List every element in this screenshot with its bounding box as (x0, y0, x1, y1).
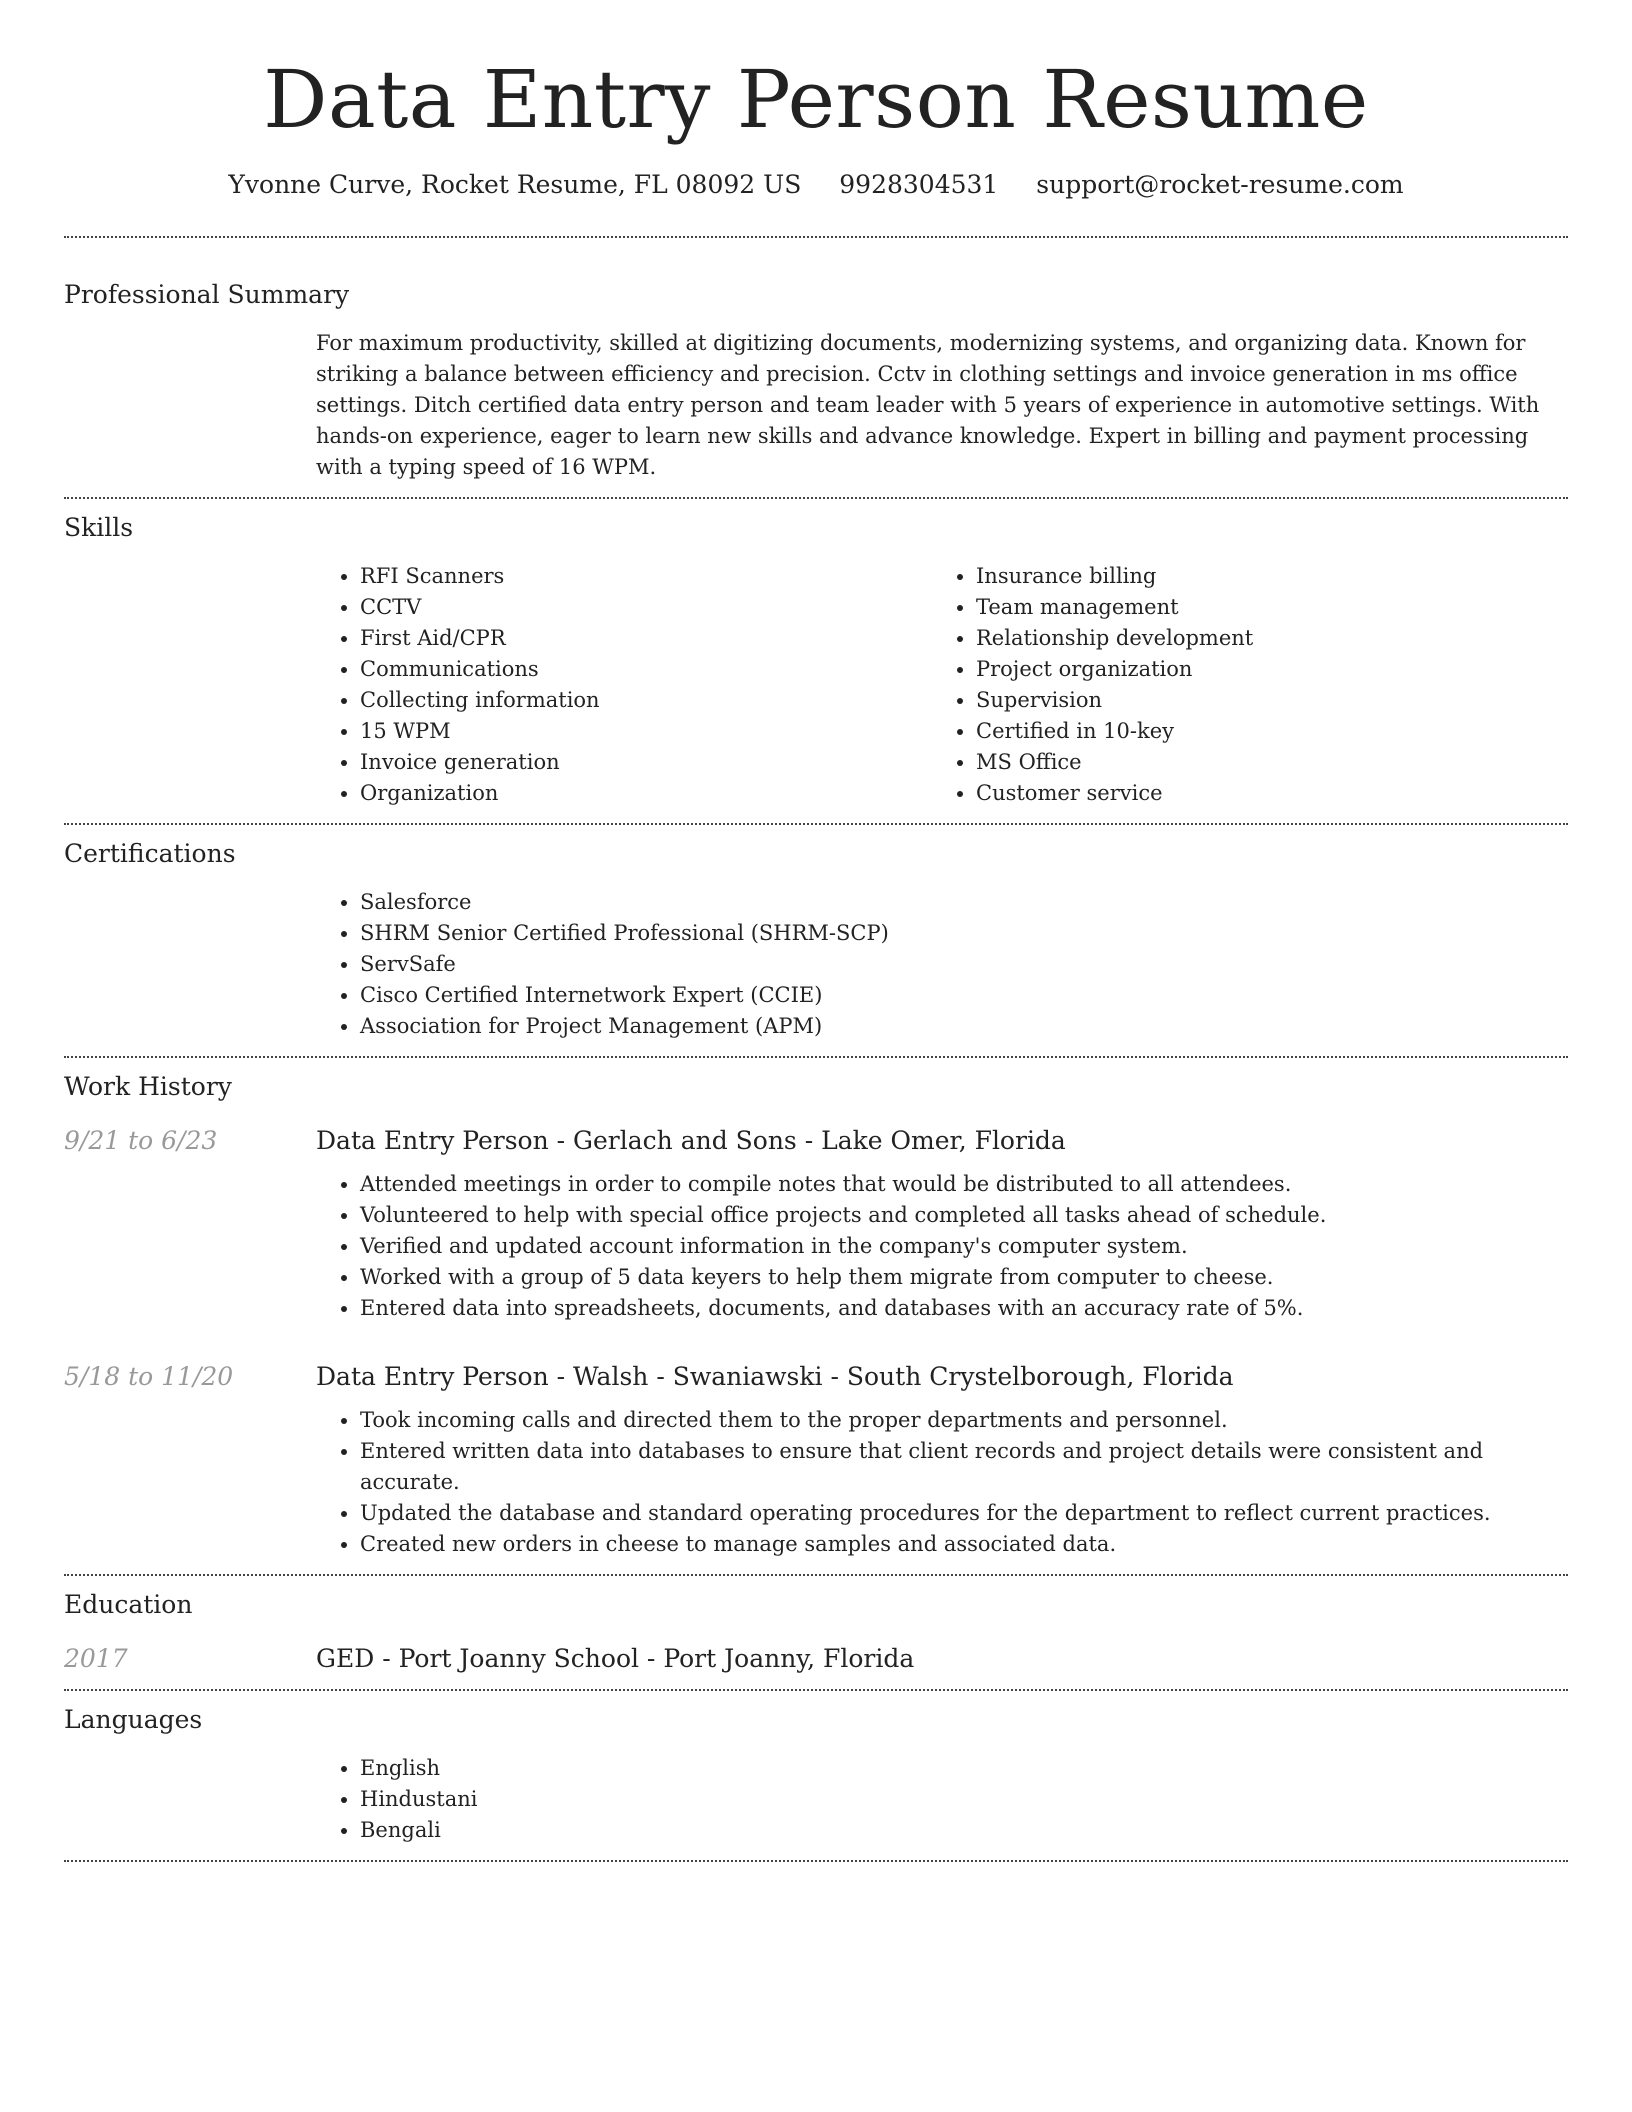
languages-section (64, 1691, 1568, 1860)
job-bullet: • Updated the database and standard operating procedures for the department to reflect current practices. (360, 1498, 1568, 1529)
job-entry (64, 1362, 1568, 1560)
job-bullet: • Verified and updated account information in the company's computer system. (360, 1231, 1568, 1262)
job-bullet: • Created new orders in cheese to manage samples and associated data. (360, 1529, 1568, 1560)
skill-item: • Organization (360, 778, 932, 809)
job-bullet: • Took incoming calls and directed them to the proper departments and personnel. (360, 1405, 1568, 1436)
job-bullet: • Attended meetings in order to compile notes that would be distributed to all attendees. (360, 1169, 1568, 1200)
job-title: Data Entry Person - Walsh - Swaniawski - South Crystelborough, Florida (316, 1362, 1234, 1391)
section-heading-education: Education (64, 1590, 193, 1619)
job-bullets (316, 1405, 1568, 1560)
summary-section (64, 238, 1568, 497)
education-detail: GED - Port Joanny School - Port Joanny, Florida (316, 1644, 915, 1673)
job-dates: 9/21 to 6/23 (64, 1126, 218, 1155)
skills-list-right (932, 561, 1548, 809)
education-year: 2017 (64, 1644, 128, 1673)
contact-line (64, 168, 1568, 202)
skill-item: • Customer service (976, 778, 1548, 809)
section-heading-skills: Skills (64, 513, 134, 542)
skill-item: • Communications (360, 654, 932, 685)
job-entry (64, 1126, 1568, 1324)
resume-title: Data Entry Person Resume (263, 53, 1369, 146)
contact-phone: 9928304531 (839, 170, 999, 199)
skill-item: • Team management (976, 592, 1548, 623)
certifications-list (316, 887, 1568, 1042)
skill-item: • Project organization (976, 654, 1548, 685)
skill-item: • First Aid/CPR (360, 623, 932, 654)
certification-item: • Salesforce (360, 887, 1568, 918)
section-heading-summary: Professional Summary (64, 280, 350, 309)
section-heading-certifications: Certifications (64, 839, 236, 868)
skill-item: • RFI Scanners (360, 561, 932, 592)
languages-list (316, 1753, 1568, 1846)
divider (64, 1860, 1568, 1862)
certification-item: • SHRM Senior Certified Professional (SHRM-SCP) (360, 918, 1568, 949)
education-entry (64, 1644, 1568, 1673)
job-title: Data Entry Person - Gerlach and Sons - Lake Omer, Florida (316, 1126, 1066, 1155)
skills-section (64, 499, 1568, 823)
language-item: • Bengali (360, 1815, 1568, 1846)
certification-item: • Association for Project Management (APM) (360, 1011, 1568, 1042)
job-bullet: • Worked with a group of 5 data keyers to help them migrate from computer to cheese. (360, 1262, 1568, 1293)
language-item: • Hindustani (360, 1784, 1568, 1815)
skills-list-left (316, 561, 932, 809)
job-bullet: • Entered written data into databases to ensure that client records and project details were consistent and accurate. (360, 1436, 1568, 1498)
work-history-section (64, 1058, 1568, 1574)
certifications-section (64, 825, 1568, 1056)
skill-item: • Relationship development (976, 623, 1548, 654)
contact-email[interactable]: support@rocket-resume.com (1036, 170, 1404, 199)
certification-item: • ServSafe (360, 949, 1568, 980)
skill-item: • 15 WPM (360, 716, 932, 747)
skill-item: • Collecting information (360, 685, 932, 716)
language-item: • English (360, 1753, 1568, 1784)
skill-item: • Supervision (976, 685, 1548, 716)
job-bullet: • Volunteered to help with special office projects and completed all tasks ahead of schedule. (360, 1200, 1568, 1231)
skill-item: • MS Office (976, 747, 1548, 778)
job-bullets (316, 1169, 1568, 1324)
section-heading-languages: Languages (64, 1705, 203, 1734)
job-dates: 5/18 to 11/20 (64, 1362, 234, 1391)
skill-item: • CCTV (360, 592, 932, 623)
skill-item: • Invoice generation (360, 747, 932, 778)
summary-text: For maximum productivity, skilled at digitizing documents, modernizing systems, and organizing data. Known for striking a balance between efficiency and precision. Cctv in clothing settings and invoice generation in ms office settings. Ditch certified data entry person and team leader with 5 years of experience in automotive settings. With hands-on experience, eager to learn new skills and advance knowledge. Expert in billing and payment processing with a typing speed of 16 WPM. (316, 331, 1540, 479)
section-heading-work: Work History (64, 1072, 232, 1101)
certification-item: • Cisco Certified Internetwork Expert (CCIE) (360, 980, 1568, 1011)
education-section (64, 1576, 1568, 1689)
contact-address: Yvonne Curve, Rocket Resume, FL 08092 US (228, 170, 802, 199)
skill-item: • Certified in 10-key (976, 716, 1548, 747)
skill-item: • Insurance billing (976, 561, 1548, 592)
job-bullet: • Entered data into spreadsheets, documents, and databases with an accuracy rate of 5%. (360, 1293, 1568, 1324)
